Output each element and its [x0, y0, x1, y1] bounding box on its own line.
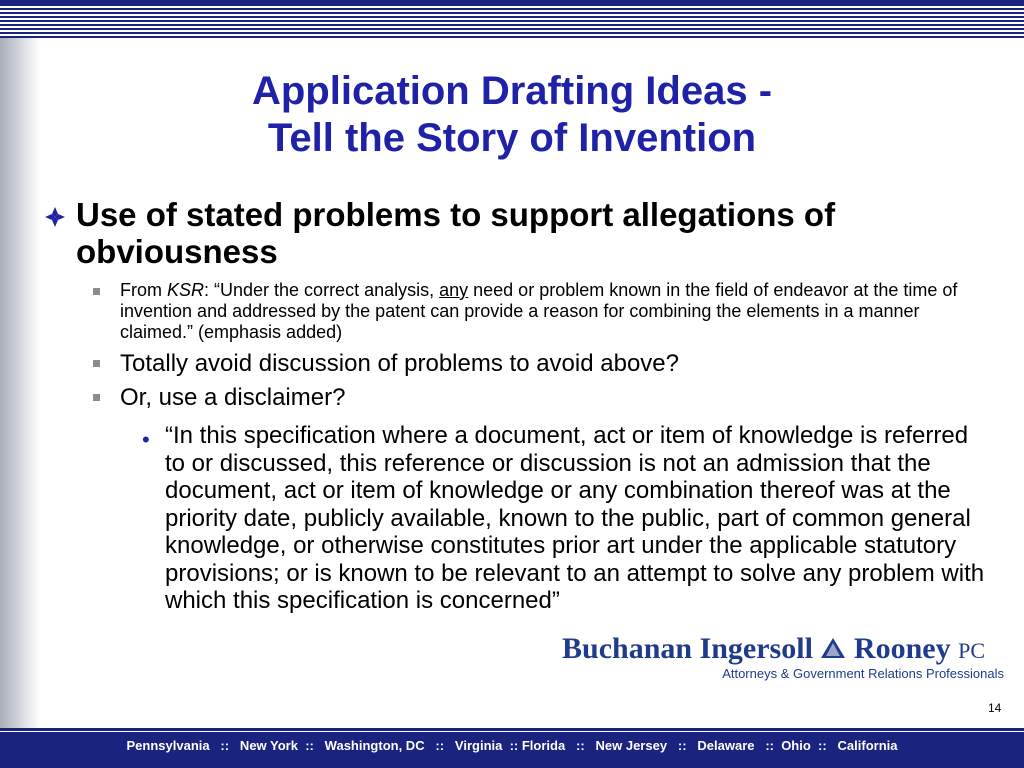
- disclaimer-quote: “In this specification where a document, act or item of knowledge is referred to or discussed, this reference or discussion is not an admission that the document, act or item of knowledge or any combination thereof was at the priority date, publicly available, known to the public, part of common general knowledge, or otherwise constitutes prior art under the applicable statutory provisions; or is known to be relevant to an attempt to solve any problem with which this specification is concerned”: [165, 422, 985, 614]
- firm-logo-name: Buchanan Ingersoll Rooney PC: [562, 632, 985, 665]
- ksr-case-name: KSR: [167, 280, 205, 300]
- title-line-1: Application Drafting Ideas -: [251, 69, 773, 113]
- ksr-quote-start: : “Under the correct analysis,: [204, 280, 440, 300]
- dot-bullet-icon: •: [142, 427, 150, 452]
- office-locations-footer: Pennsylvania :: New York :: Washington, DC :: Virginia :: Florida :: New Jersey :: Delaware :: Ohio :: California: [126, 738, 898, 753]
- square-bullet-icon: [93, 288, 100, 295]
- title-line-2: Tell the Story of Invention: [267, 116, 757, 160]
- diamond-bullet-icon: [45, 207, 67, 229]
- firm-tagline: Attorneys & Government Relations Professionals: [722, 666, 1004, 681]
- firm-logo: [562, 632, 1012, 682]
- disclaimer-item: Or, use a disclaimer?: [120, 384, 346, 411]
- pyramid-icon: [820, 632, 846, 665]
- ksr-quote-item: [120, 280, 980, 343]
- square-bullet-icon: [93, 394, 100, 401]
- avoid-discussion-item: Totally avoid discussion of problems to avoid above?: [120, 350, 679, 377]
- ksr-quote-end: need or problem known in the field of endeavor at the time of invention and addressed by the patent can provide a reason for combining the elements in a manner claimed.” (emphasis added): [120, 280, 958, 342]
- page-number: 14: [988, 701, 1002, 715]
- square-bullet-icon: [93, 360, 100, 367]
- bullet-level1: Use of stated problems to support allegations of obviousness: [76, 196, 836, 270]
- ksr-from: From: [120, 280, 167, 300]
- ksr-emphasis: any: [439, 280, 469, 300]
